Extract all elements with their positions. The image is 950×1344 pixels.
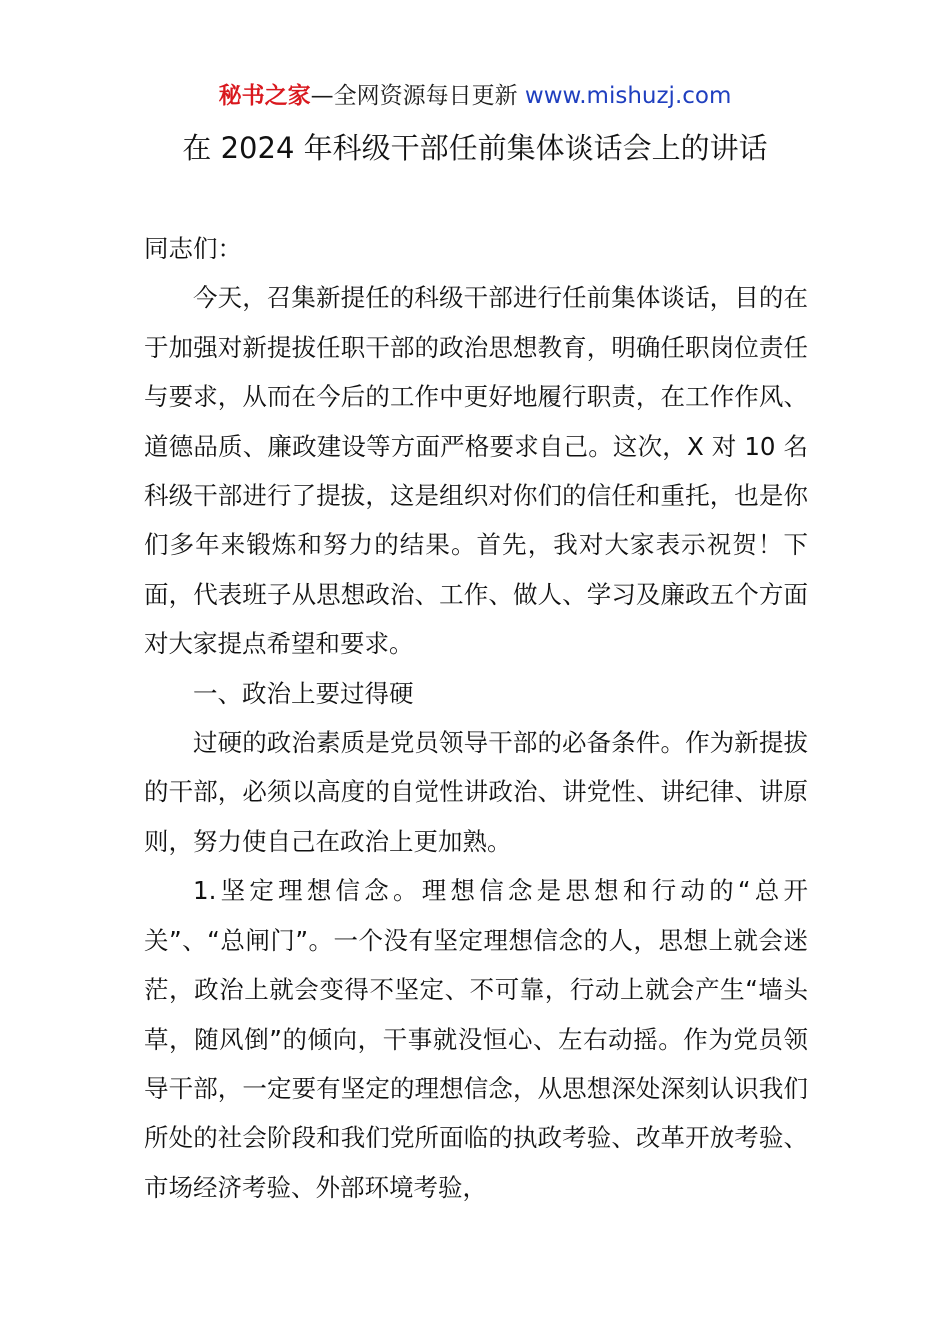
site-brand: 秘书之家 — [218, 83, 311, 109]
site-tagline: —全网资源每日更新 — [310, 83, 518, 109]
site-url[interactable]: www.mishuzj.com — [524, 83, 732, 109]
section-heading: 一、政治上要过得硬 — [193, 678, 414, 708]
paragraph-political-quality: 过硬的政治素质是党员领导干部的必备条件。作为新提拔的干部，必须以高度的自觉性讲政治、讲党性、讲纪律、讲原则，努力使自己在政治上更加熟。 — [144, 728, 808, 856]
document-title: 在 2024 年科级干部任前集体谈话会上的讲话 — [182, 131, 768, 165]
paragraph-ideals-belief: 1.坚定理想信念。理想信念是思想和行动的“总开关”、“总闸门”。一个没有坚定理想信念的人，思想上就会迷茫，政治上就会变得不坚定、不可靠，行动上就会产生“墙头草，随风倒”的倾向，干事就没恒心、左右动摇。作为党员领导干部，一定要有坚定的理想信念，从思想深处深刻认识我们所处的社会阶段和我们党所面临的执政考验、改革开放考验、市场经济考验、外部环境考验， — [144, 876, 808, 1202]
document-body — [144, 224, 808, 1212]
salutation: 同志们： — [144, 234, 242, 263]
paragraph-intro: 今天，召集新提任的科级干部进行任前集体谈话，目的在于加强对新提拔任职干部的政治思想教育，明确任职岗位责任与要求，从而在今后的工作中更好地履行职责，在工作作风、道德品质、廉政建设等方面严格要求自己。这次，X 对 10 名科级干部进行了提拔，这是组织对你们的信任和重托，也是你们多年来锻炼和努力的结果。首先，我对大家表示祝贺！下面，代表班子从思想政治、工作、做人、学习及廉政五个方面对大家提点希望和要求。 — [144, 283, 808, 659]
site-header — [0, 80, 950, 112]
